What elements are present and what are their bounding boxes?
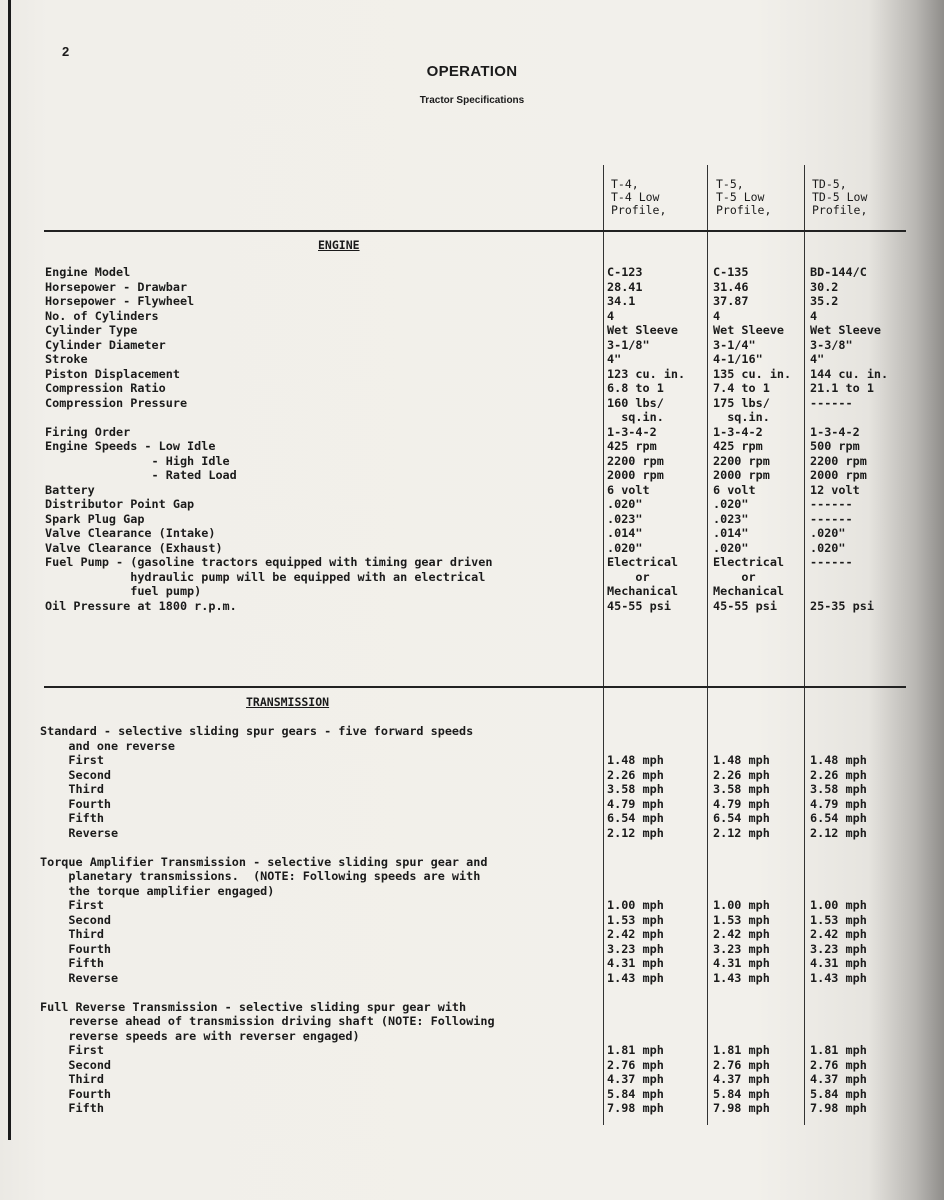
table-row	[0, 739, 944, 753]
row-label: Fourth	[40, 796, 112, 811]
table-row	[0, 1072, 944, 1086]
row-value: 1.43 mph	[607, 970, 664, 985]
row-value: 4.37 mph	[810, 1072, 867, 1086]
row-value: 4.31 mph	[607, 956, 664, 970]
row-label: First	[40, 898, 104, 912]
row-value: .014"	[713, 526, 749, 540]
row-label: - High Idle	[45, 453, 230, 468]
table-row	[0, 309, 944, 323]
row-value: 28.41	[607, 279, 643, 294]
table-row	[0, 971, 944, 985]
row-value: 1.00 mph	[607, 898, 664, 912]
row-value: 5.84 mph	[713, 1086, 770, 1101]
row-label: Reverse	[40, 825, 119, 840]
table-row	[0, 826, 944, 840]
page-title: OPERATION	[426, 63, 518, 80]
row-value: ------	[810, 395, 853, 410]
row-value: 123 cu. in.	[607, 366, 686, 381]
table-row	[0, 280, 944, 294]
row-label: Third	[40, 927, 104, 941]
row-value: 4.37 mph	[607, 1072, 664, 1086]
row-value: 1.48 mph	[713, 753, 770, 767]
row-value: or	[607, 569, 650, 584]
row-value: 1.81 mph	[713, 1043, 770, 1057]
transmission-rule	[44, 686, 906, 688]
row-value: 21.1 to 1	[810, 381, 874, 395]
row-value: 6 volt	[607, 482, 650, 497]
row-value: 45-55 psi	[607, 598, 671, 613]
row-label: Fourth	[40, 1086, 112, 1101]
row-value: 31.46	[713, 279, 749, 294]
row-label: Fuel Pump - (gasoline tractors equipped with timing gear driven	[45, 555, 493, 569]
table-row	[0, 541, 944, 555]
row-value: 4	[810, 308, 818, 323]
table-row	[0, 753, 944, 767]
row-value: .020"	[810, 540, 846, 555]
row-value: 4"	[607, 352, 622, 366]
row-value: 160 lbs/	[607, 395, 664, 410]
table-row	[0, 1087, 944, 1101]
row-label: Horsepower - Flywheel	[45, 294, 195, 308]
row-value: 1.53 mph	[607, 912, 664, 927]
row-value: 2.26 mph	[713, 767, 770, 782]
row-value: 30.2	[810, 279, 839, 294]
row-value: 3.58 mph	[810, 782, 867, 796]
row-value: 1.53 mph	[713, 912, 770, 927]
row-value: 2.76 mph	[607, 1057, 664, 1072]
table-row	[0, 555, 944, 569]
table-row	[0, 913, 944, 927]
table-row	[0, 526, 944, 540]
table-row	[0, 468, 944, 482]
row-value: 2200 rpm	[607, 453, 664, 468]
row-value: 3-1/4"	[713, 337, 756, 352]
table-row	[0, 840, 944, 854]
row-label: Fourth	[40, 941, 112, 956]
row-label: Valve Clearance (Exhaust)	[45, 540, 223, 555]
row-value: 4.31 mph	[810, 956, 867, 970]
row-label: No. of Cylinders	[45, 308, 159, 323]
table-row	[0, 512, 944, 526]
row-value: ------	[810, 511, 853, 526]
row-label: Compression Pressure	[45, 395, 188, 410]
row-label: Engine Model	[45, 265, 131, 279]
table-row	[0, 1014, 944, 1028]
row-label: Cylinder Diameter	[45, 337, 166, 352]
row-value: 5.84 mph	[810, 1086, 867, 1101]
table-row	[0, 1101, 944, 1115]
row-value: 3.23 mph	[713, 941, 770, 956]
row-label: Second	[40, 767, 112, 782]
row-value: 25-35 psi	[810, 598, 874, 613]
row-label: Second	[40, 912, 112, 927]
row-value: 2.26 mph	[607, 767, 664, 782]
table-row	[0, 454, 944, 468]
table-row	[0, 483, 944, 497]
row-label: Firing Order	[45, 424, 131, 439]
row-value: 2000 rpm	[713, 468, 770, 482]
row-label: Compression Ratio	[45, 381, 166, 395]
row-value: 7.98 mph	[607, 1101, 664, 1115]
row-value: C-123	[607, 265, 643, 279]
row-value: 6.8 to 1	[607, 381, 664, 395]
table-row	[0, 927, 944, 941]
row-value: 4	[713, 308, 721, 323]
row-value: .020"	[607, 540, 643, 555]
table-row	[0, 942, 944, 956]
row-value: 6.54 mph	[810, 811, 867, 825]
table-row	[0, 797, 944, 811]
row-value: 144 cu. in.	[810, 366, 889, 381]
row-label: Full Reverse Transmission - selective sliding spur gear with	[40, 999, 467, 1014]
row-value: BD-144/C	[810, 265, 867, 279]
row-value: 7.98 mph	[713, 1101, 770, 1115]
row-label: fuel pump)	[45, 584, 202, 598]
table-row	[0, 570, 944, 584]
table-row	[0, 768, 944, 782]
row-label: Torque Amplifier Transmission - selective sliding spur gear and	[40, 854, 488, 869]
row-value: 1-3-4-2	[607, 424, 657, 439]
row-value: .023"	[607, 511, 643, 526]
row-label: Horsepower - Drawbar	[45, 279, 188, 294]
row-value: 4"	[810, 352, 825, 366]
row-value: 34.1	[607, 294, 636, 308]
row-label: reverse ahead of transmission driving shaft (NOTE: Following	[40, 1014, 495, 1028]
row-label: planetary transmissions. (NOTE: Following speeds are with	[40, 869, 481, 883]
row-value: Electrical	[713, 555, 785, 569]
row-value: 7.98 mph	[810, 1101, 867, 1115]
row-value: sq.in.	[607, 410, 664, 424]
row-label: hydraulic pump will be equipped with an electrical	[45, 569, 486, 584]
table-row	[0, 1000, 944, 1014]
row-value: 2.42 mph	[713, 927, 770, 941]
row-value: sq.in.	[713, 410, 770, 424]
table-row	[0, 855, 944, 869]
row-value: Electrical	[607, 555, 679, 569]
row-value: 3-3/8"	[810, 337, 853, 352]
table-row	[0, 1029, 944, 1043]
row-label: Cylinder Type	[45, 323, 138, 337]
row-value: 4.37 mph	[713, 1072, 770, 1086]
table-row	[0, 323, 944, 337]
table-row	[0, 497, 944, 511]
row-label: the torque amplifier engaged)	[40, 883, 275, 898]
row-value: 4.79 mph	[607, 796, 664, 811]
table-row	[0, 898, 944, 912]
row-value: 1.48 mph	[810, 753, 867, 767]
row-value: 2.12 mph	[607, 825, 664, 840]
row-label: and one reverse	[40, 738, 175, 753]
row-value: 6.54 mph	[713, 811, 770, 825]
row-value: .020"	[810, 526, 846, 540]
row-value: 4.31 mph	[713, 956, 770, 970]
row-value: 2.12 mph	[713, 825, 770, 840]
row-label: - Rated Load	[45, 468, 237, 482]
row-value: 4-1/16"	[713, 352, 763, 366]
row-value: 3.23 mph	[607, 941, 664, 956]
row-value: 35.2	[810, 294, 839, 308]
row-value: 425 rpm	[713, 439, 763, 453]
row-value: 1-3-4-2	[713, 424, 763, 439]
row-value: 2200 rpm	[810, 453, 867, 468]
row-value: C-135	[713, 265, 749, 279]
row-value: 1.48 mph	[607, 753, 664, 767]
row-label: First	[40, 1043, 104, 1057]
page-subtitle: Tractor Specifications	[419, 95, 525, 106]
row-value: 4.79 mph	[810, 796, 867, 811]
table-row	[0, 410, 944, 424]
row-value: 3.23 mph	[810, 941, 867, 956]
row-value: or	[713, 569, 756, 584]
table-row	[0, 265, 944, 279]
row-label: Third	[40, 782, 104, 796]
row-value: 2.12 mph	[810, 825, 867, 840]
row-value: 5.84 mph	[607, 1086, 664, 1101]
column-header-td5: TD-5, TD-5 Low Profile,	[812, 177, 868, 217]
row-value: 1.53 mph	[810, 912, 867, 927]
row-value: 37.87	[713, 294, 749, 308]
table-row	[0, 294, 944, 308]
row-value: 135 cu. in.	[713, 366, 792, 381]
row-label: Engine Speeds - Low Idle	[45, 439, 216, 453]
row-label: Piston Displacement	[45, 366, 180, 381]
row-value: 1-3-4-2	[810, 424, 860, 439]
table-row	[0, 367, 944, 381]
row-label: Distributor Point Gap	[45, 497, 195, 511]
row-value: 1.00 mph	[810, 898, 867, 912]
row-value: 1.43 mph	[713, 970, 770, 985]
row-value: 3.58 mph	[713, 782, 770, 796]
row-label: Fifth	[40, 956, 104, 970]
row-label: Fifth	[40, 811, 104, 825]
row-value: 12 volt	[810, 482, 860, 497]
table-row	[0, 338, 944, 352]
row-label: Fifth	[40, 1101, 104, 1115]
row-value: 2.76 mph	[713, 1057, 770, 1072]
row-label: Stroke	[45, 352, 88, 366]
row-value: 175 lbs/	[713, 395, 770, 410]
row-value: 2000 rpm	[810, 468, 867, 482]
table-row	[0, 869, 944, 883]
page-number: 2	[62, 44, 70, 59]
table-row	[0, 884, 944, 898]
table-row	[0, 985, 944, 999]
row-value: 3-1/8"	[607, 337, 650, 352]
row-value: Wet Sleeve	[810, 323, 882, 337]
row-value: .014"	[607, 526, 643, 540]
row-value: .020"	[713, 540, 749, 555]
column-header-t5: T-5, T-5 Low Profile,	[716, 177, 772, 217]
table-row	[0, 439, 944, 453]
row-value: 1.00 mph	[713, 898, 770, 912]
table-row	[0, 425, 944, 439]
row-value: 1.43 mph	[810, 970, 867, 985]
row-label: First	[40, 753, 104, 767]
row-label: reverse speeds are with reverser engaged)	[40, 1028, 360, 1043]
table-row	[0, 956, 944, 970]
row-value: 7.4 to 1	[713, 381, 770, 395]
row-value: 2.26 mph	[810, 767, 867, 782]
table-row	[0, 381, 944, 395]
row-value: 2000 rpm	[607, 468, 664, 482]
column-header-t4: T-4, T-4 Low Profile,	[611, 177, 667, 217]
table-row	[0, 811, 944, 825]
row-value: 3.58 mph	[607, 782, 664, 796]
engine-heading: ENGINE	[318, 238, 360, 252]
row-value: 2.76 mph	[810, 1057, 867, 1072]
row-value: .023"	[713, 511, 749, 526]
row-value: Wet Sleeve	[607, 323, 679, 337]
row-label: Spark Plug Gap	[45, 511, 145, 526]
row-value: 500 rpm	[810, 439, 860, 453]
row-value: ------	[810, 497, 853, 511]
row-value: 4.79 mph	[713, 796, 770, 811]
row-value: Wet Sleeve	[713, 323, 785, 337]
row-label: Reverse	[40, 970, 119, 985]
table-row	[0, 782, 944, 796]
row-label: Third	[40, 1072, 104, 1086]
row-value: ------	[810, 555, 853, 569]
row-value: 2200 rpm	[713, 453, 770, 468]
table-row	[0, 724, 944, 738]
engine-rule	[44, 230, 906, 232]
row-value: .020"	[713, 497, 749, 511]
row-value: 425 rpm	[607, 439, 657, 453]
row-label: Standard - selective sliding spur gears - five forward speeds	[40, 724, 474, 738]
transmission-heading: TRANSMISSION	[246, 695, 330, 709]
table-row	[0, 396, 944, 410]
row-value: 4	[607, 308, 615, 323]
row-label: Second	[40, 1057, 112, 1072]
row-label: Battery	[45, 482, 95, 497]
row-value: 45-55 psi	[713, 598, 777, 613]
row-value: 2.42 mph	[607, 927, 664, 941]
row-value: Mechanical	[713, 584, 785, 598]
row-label: Oil Pressure at 1800 r.p.m.	[45, 598, 237, 613]
row-value: 2.42 mph	[810, 927, 867, 941]
table-row	[0, 352, 944, 366]
row-value: .020"	[607, 497, 643, 511]
row-value: 1.81 mph	[607, 1043, 664, 1057]
row-value: Mechanical	[607, 584, 679, 598]
row-value: 1.81 mph	[810, 1043, 867, 1057]
row-value: 6 volt	[713, 482, 756, 497]
table-row	[0, 584, 944, 598]
row-label: Valve Clearance (Intake)	[45, 526, 216, 540]
table-row	[0, 1043, 944, 1057]
table-row	[0, 599, 944, 613]
row-value: 6.54 mph	[607, 811, 664, 825]
table-row	[0, 1058, 944, 1072]
